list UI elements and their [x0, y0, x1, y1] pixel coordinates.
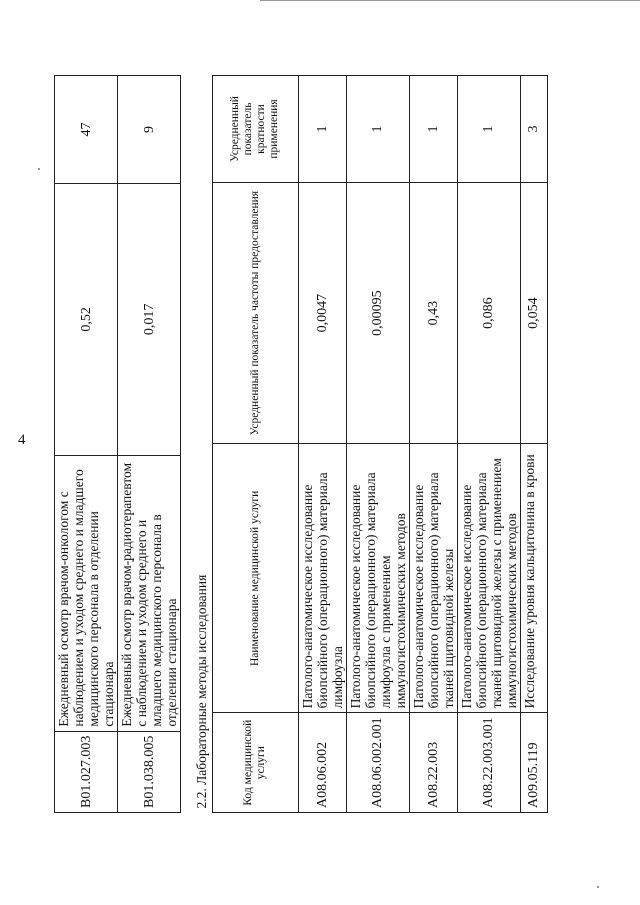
- multiplicity-value: 1: [298, 76, 346, 183]
- header-code: Код медицинской услуги: [212, 713, 298, 813]
- frequency-value: 0,054: [520, 182, 547, 443]
- service-name: Ежедневный осмотр врачом-онкологом с наблюдением и уходом среднего и младшего медицинского персонала в отделении стационара: [55, 455, 118, 731]
- section-title-row: [191, 76, 212, 813]
- multiplicity-value: 3: [520, 76, 547, 183]
- frequency-value: 0,0047: [298, 182, 346, 443]
- header-row: [212, 76, 298, 813]
- service-code: B01.027.003: [55, 731, 118, 812]
- scan-speck: [597, 886, 599, 888]
- header-name: Наименование медицинской услуги: [212, 444, 298, 713]
- service-code: A08.22.003.001: [457, 713, 520, 813]
- table-row: [118, 76, 181, 813]
- service-code: A08.22.003: [409, 713, 457, 813]
- multiplicity-value: 1: [346, 76, 409, 183]
- table-row: [457, 76, 520, 813]
- table-row: [55, 76, 118, 813]
- laboratory-methods-table: [191, 75, 548, 813]
- multiplicity-value: 1: [457, 76, 520, 183]
- frequency-value: 0,43: [409, 182, 457, 443]
- service-name: Патолого-анатомическое исследование биопсийного (операционного) материала лимфоузла с применением иммуногистохимических методов: [346, 444, 409, 713]
- section-title: 2.2. Лабораторные методы исследования: [191, 76, 212, 813]
- service-name: Патолого-анатомическое исследование биопсийного (операционного) материала лимфоузла: [298, 444, 346, 713]
- page-number: 4: [18, 432, 26, 448]
- service-code: A09.05.119: [520, 713, 547, 813]
- header-frequency: Усредненный показатель частоты предоставления: [212, 182, 298, 443]
- frequency-value: 0,086: [457, 182, 520, 443]
- table-row: [298, 76, 346, 813]
- table-row: [409, 76, 457, 813]
- service-code: A08.06.002.001: [346, 713, 409, 813]
- rotated-content: [54, 33, 564, 813]
- frequency-value: 0,00095: [346, 182, 409, 443]
- table-row: [346, 76, 409, 813]
- continuation-table: [54, 75, 181, 813]
- service-code: A08.06.002: [298, 713, 346, 813]
- header-multiplicity: Усредненный показатель кратности применения: [212, 76, 298, 183]
- multiplicity-value: 9: [118, 76, 181, 184]
- service-name: Патолого-анатомическое исследование биопсийного (операционного) материала тканей щитовидной железы с применением иммуногистохимических методов: [457, 444, 520, 713]
- frequency-value: 0,52: [55, 183, 118, 455]
- multiplicity-value: 1: [409, 76, 457, 183]
- service-code: B01.038.005: [118, 731, 181, 812]
- service-name: Патолого-анатомическое исследование биопсийного (операционного) материала тканей щитовидной железы: [409, 444, 457, 713]
- service-name: Исследование уровня кальцитонина в крови: [520, 444, 547, 713]
- scan-edge-line: [260, 0, 640, 1]
- service-name: Ежедневный осмотр врачом-радиотерапевтом с наблюдением и уходом среднего и младшего медицинского персонала в отделении стационара: [118, 455, 181, 731]
- multiplicity-value: 47: [55, 76, 118, 184]
- frequency-value: 0,017: [118, 183, 181, 455]
- table-row: [520, 76, 547, 813]
- scan-speck: [38, 168, 40, 170]
